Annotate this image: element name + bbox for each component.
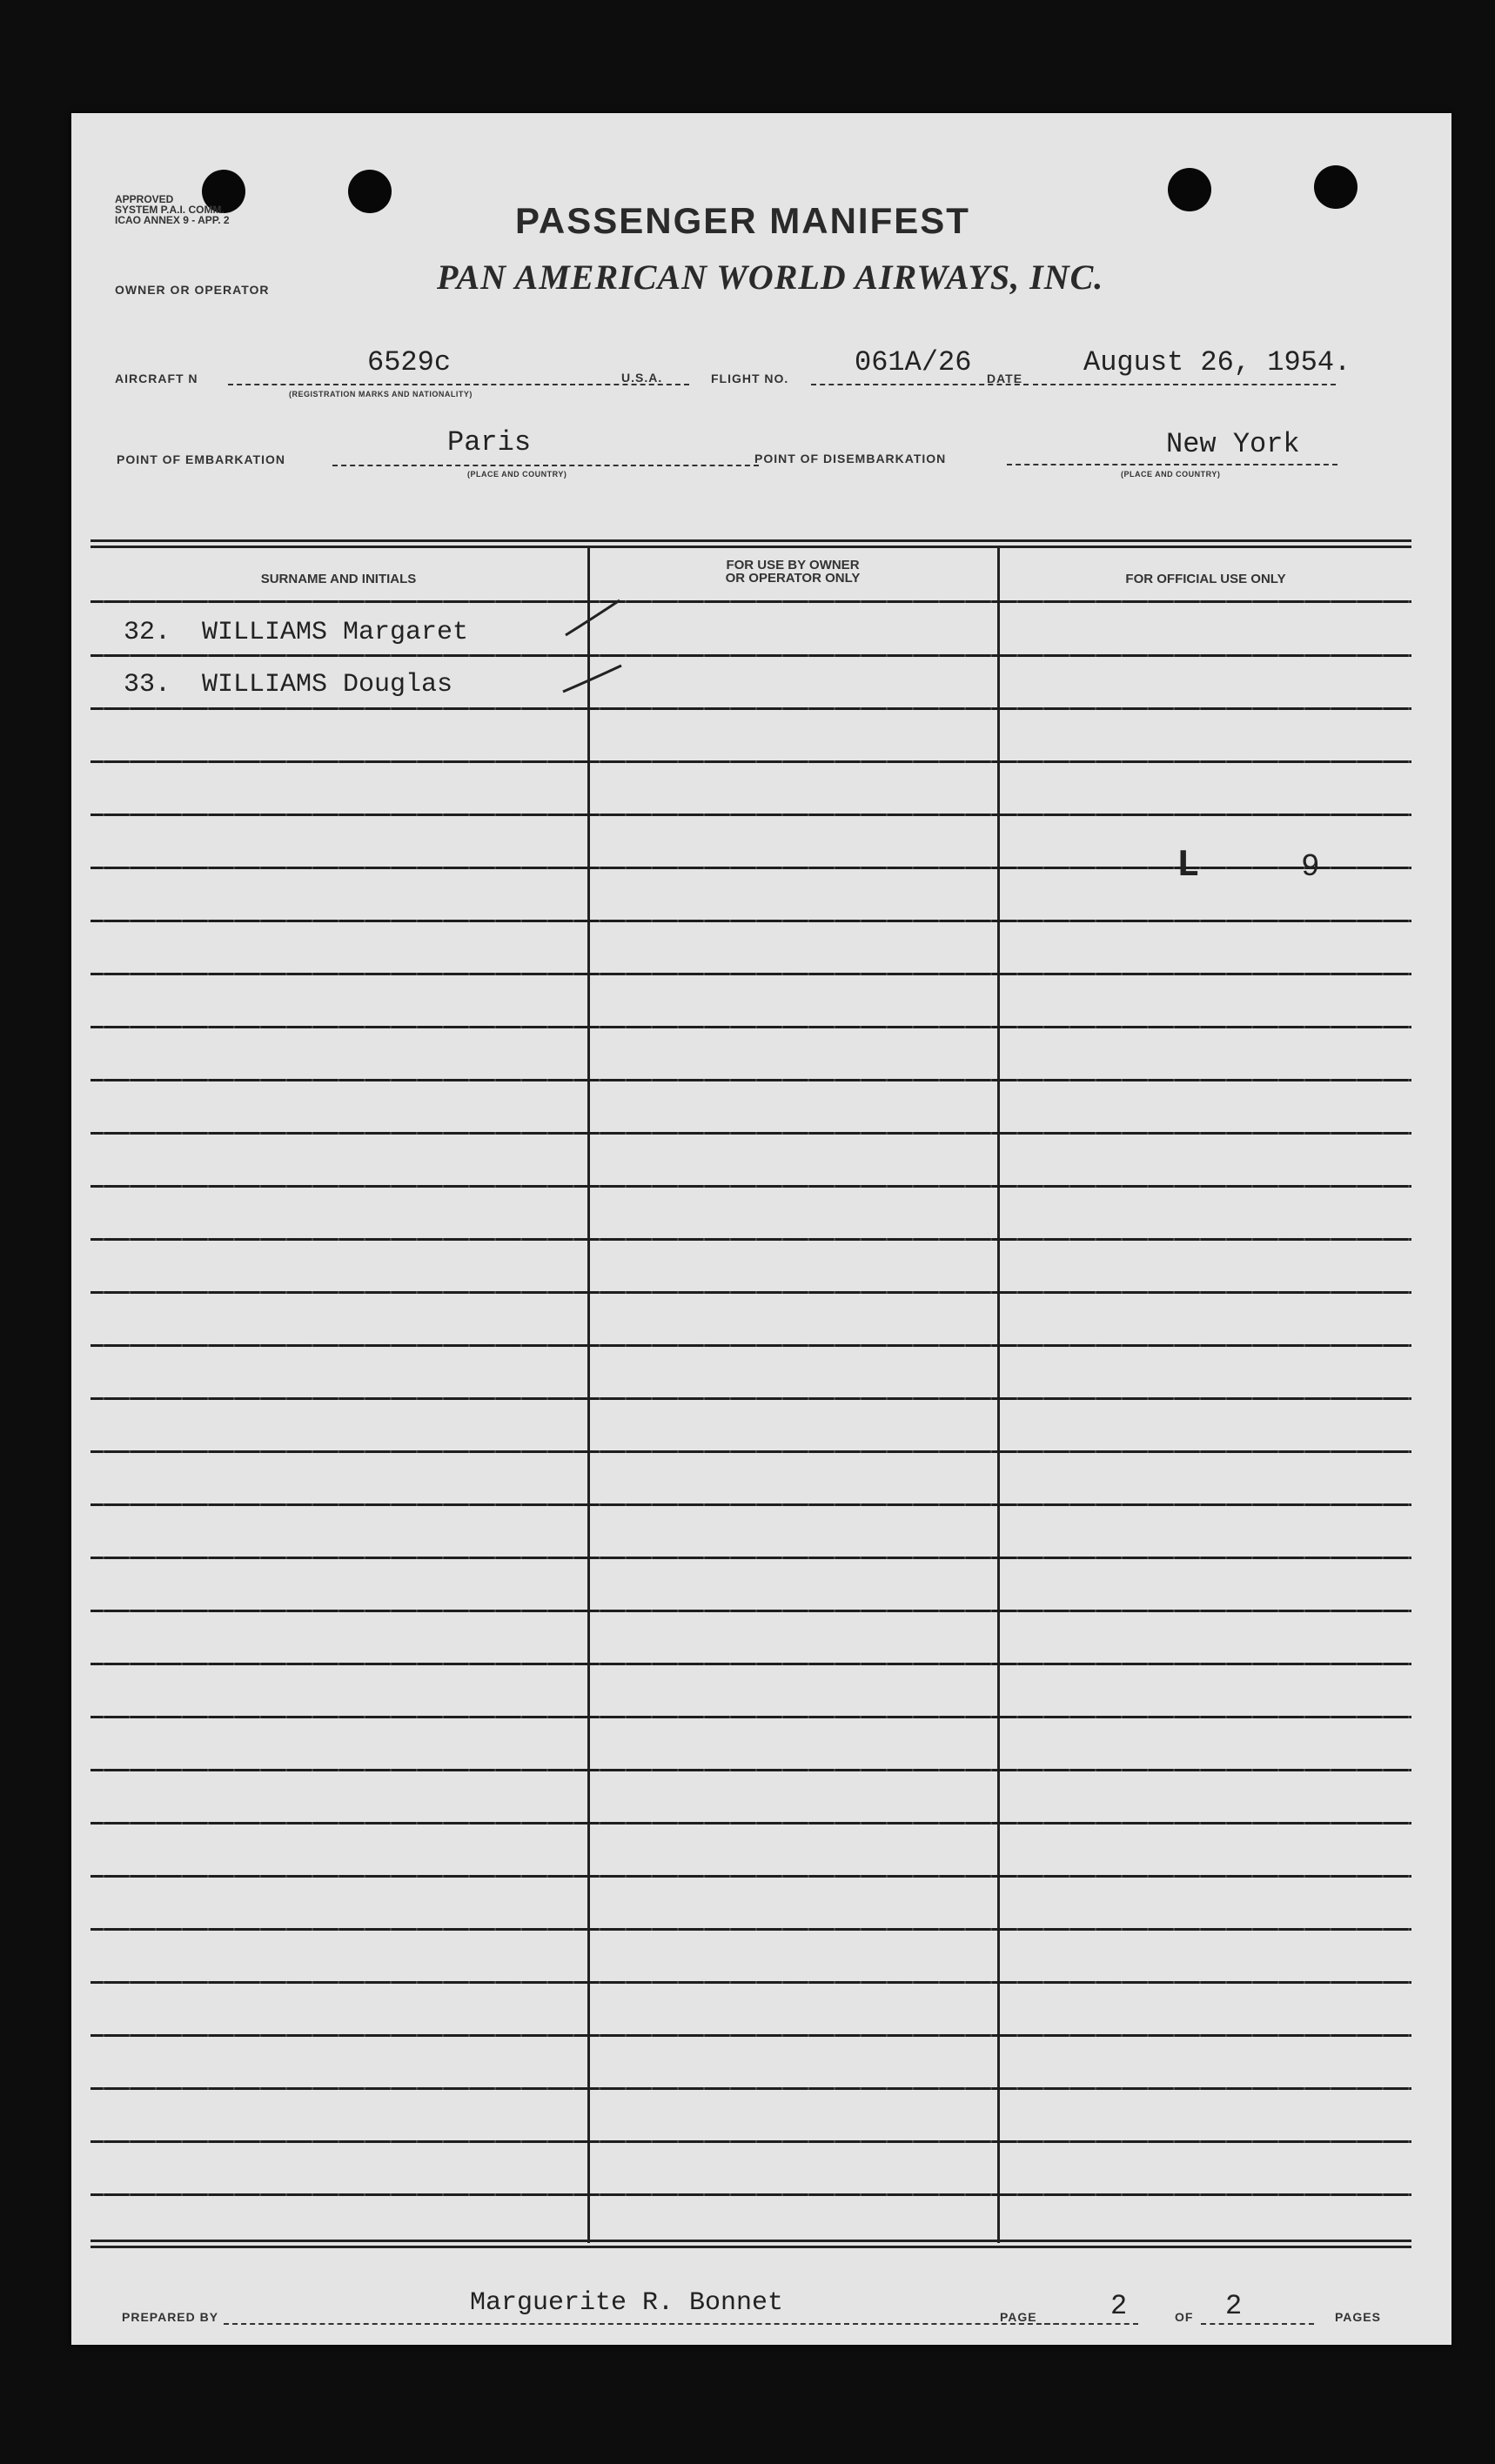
disembarkation-value: New York [1166, 428, 1300, 460]
column-divider [997, 546, 1000, 2243]
page-label: PAGE [1000, 2310, 1037, 2324]
row-rule [91, 1291, 1411, 1294]
prepared-by-value: Marguerite R. Bonnet [470, 2288, 784, 2318]
row-rule [91, 920, 1411, 922]
column-divider [587, 546, 590, 2243]
row-rule [91, 1928, 1411, 1931]
passenger-name: WILLIAMS Margaret [202, 618, 469, 647]
checkmark-icon [559, 583, 646, 705]
page-title: PASSENGER MANIFEST [515, 200, 970, 241]
aircraft-sub: (REGISTRATION MARKS AND NATIONALITY) [289, 390, 473, 398]
prepared-by-label: PREPARED BY [122, 2310, 219, 2324]
pages-label: PAGES [1335, 2310, 1381, 2324]
date-line [1033, 384, 1336, 385]
page-line [1044, 2323, 1138, 2325]
row-rule [91, 1026, 1411, 1028]
approved-line: APPROVED [115, 193, 174, 205]
row-rule [91, 1397, 1411, 1400]
usa-label: U.S.A. [621, 371, 663, 385]
row-rule [91, 1344, 1411, 1347]
row-rule [91, 1663, 1411, 1665]
row-rule [91, 760, 1411, 763]
official-mark: 9 [1301, 849, 1320, 885]
row-rule [91, 1769, 1411, 1771]
row-rule [91, 707, 1411, 710]
aircraft-value: 6529c [367, 346, 452, 378]
owner-label: OWNER OR OPERATOR [115, 283, 270, 297]
punch-hole [348, 170, 392, 213]
row-rule [91, 1238, 1411, 1241]
row-rule [91, 2034, 1411, 2037]
row-rule [91, 600, 1411, 603]
row-rule [91, 973, 1411, 975]
table-bottom-rule [91, 2246, 1411, 2248]
row-rule [91, 1185, 1411, 1188]
row-rule [91, 1557, 1411, 1559]
embarkation-line [332, 465, 759, 466]
row-rule [91, 1079, 1411, 1081]
row-rule [91, 2193, 1411, 2196]
row-rule [91, 1875, 1411, 1878]
flight-value: 061A/26 [855, 346, 972, 378]
owner-value: PAN AMERICAN WORLD AIRWAYS, INC. [437, 258, 1104, 297]
col-owner-header-line: OR OPERATOR ONLY [725, 571, 861, 586]
of-label: OF [1175, 2310, 1194, 2324]
row-rule [91, 814, 1411, 816]
of-value: 2 [1225, 2290, 1243, 2322]
row-rule [91, 1822, 1411, 1825]
manifest-sheet [71, 113, 1451, 2345]
table-top-rule [91, 539, 1411, 542]
table-top-rule [91, 546, 1411, 548]
approved-line: ICAO ANNEX 9 - APP. 2 [115, 214, 230, 226]
approved-line: SYSTEM P.A.I. COMM. [115, 204, 225, 216]
row-rule [91, 2087, 1411, 2090]
row-rule [91, 2140, 1411, 2143]
row-rule [91, 654, 1411, 657]
prepared-by-line [224, 2323, 1059, 2325]
col-owner-header [590, 559, 996, 585]
disembarkation-label: POINT OF DISEMBARKATION [754, 452, 947, 465]
col-official-header: FOR OFFICIAL USE ONLY [1125, 572, 1286, 586]
page-value: 2 [1110, 2290, 1128, 2322]
row-rule [91, 1450, 1411, 1453]
passenger-number: 32. [124, 618, 171, 647]
table-bottom-rule [91, 2240, 1411, 2242]
embarkation-sub: (PLACE AND COUNTRY) [467, 470, 567, 479]
row-rule [91, 1716, 1411, 1718]
passenger-name: WILLIAMS Douglas [202, 670, 453, 700]
punch-hole [1314, 165, 1358, 209]
aircraft-line [228, 384, 689, 385]
of-line [1201, 2323, 1314, 2325]
disembarkation-line [1007, 464, 1337, 465]
date-value: August 26, 1954. [1083, 346, 1351, 378]
col-surname-header: SURNAME AND INITIALS [260, 572, 417, 586]
row-rule [91, 1610, 1411, 1612]
passenger-number: 33. [124, 670, 171, 700]
disembarkation-sub: (PLACE AND COUNTRY) [1121, 470, 1221, 479]
embarkation-value: Paris [447, 426, 532, 459]
row-rule [91, 1503, 1411, 1506]
col-owner-header-line: FOR USE BY OWNER [726, 558, 860, 572]
flight-label: FLIGHT NO. [711, 372, 789, 385]
official-mark: L [1177, 844, 1200, 887]
date-label: DATE [987, 372, 1023, 385]
row-rule [91, 1132, 1411, 1135]
row-rule [91, 867, 1411, 869]
aircraft-label: AIRCRAFT N [115, 372, 198, 385]
punch-hole [1168, 168, 1211, 211]
embarkation-label: POINT OF EMBARKATION [117, 452, 285, 466]
approval-stamp [115, 194, 230, 225]
row-rule [91, 1981, 1411, 1984]
